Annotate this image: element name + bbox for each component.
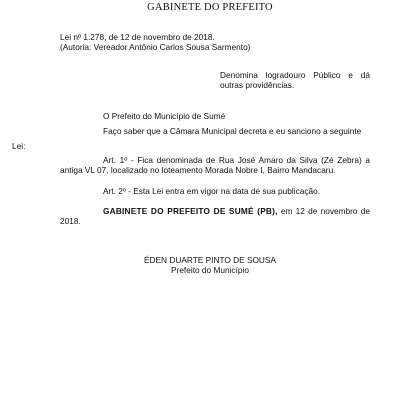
article-2: Art. 2º - Esta Lei entra em vigor na data de sua publicação. xyxy=(103,186,321,196)
closing-date: em 12 de novembro de 2018. xyxy=(60,206,370,226)
signature-block xyxy=(0,256,420,276)
intro-paragraph: O Prefeito do Município de Sumé xyxy=(103,111,226,121)
decree-paragraph-end: Lei: xyxy=(12,141,26,151)
closing-paragraph xyxy=(60,207,370,227)
law-author: (Autoria: Vereador Antônio Carlos Sousa Sarmento) xyxy=(60,41,251,52)
law-number: Lei nº 1.278, de 12 de novembro de 2018. xyxy=(60,32,215,42)
law-ementa: Denomina logradouro Público e dá outras providências. xyxy=(220,70,370,90)
decree-paragraph: Faço saber que a Câmara Municipal decreta e eu sanciono a seguinte xyxy=(103,126,362,136)
document-header: GABINETE DO PREFEITO xyxy=(147,2,273,13)
closing-bold: GABINETE DO PREFEITO DE SUMÉ (PB), xyxy=(103,206,278,216)
signatory-role: Prefeito do Município xyxy=(171,264,249,275)
signatory-name: ÉDEN DUARTE PINTO DE SOUSA xyxy=(143,255,276,265)
article-1: Art. 1º - Fica denominada de Rua José Amaro da Silva (Zé Zebra) a antiga VL 07, localizado no loteamento Morada Nobre I, Bairro Mandacaru. xyxy=(60,155,370,175)
law-identification xyxy=(60,33,250,53)
